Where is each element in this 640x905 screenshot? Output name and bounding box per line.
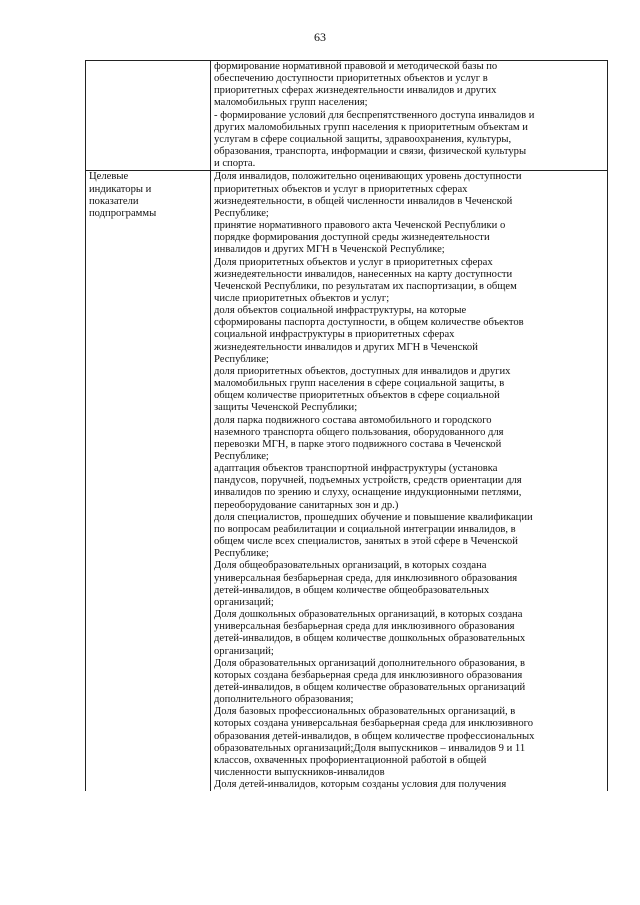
table-row-objectives-continued <box>86 61 608 171</box>
row-label-line: подпрограммы <box>89 207 157 219</box>
row-content-line: защиты Чеченской Республики; <box>214 402 358 414</box>
row-content-line: универсальная безбарьерная среда для инклюзивного образования <box>214 621 515 633</box>
row-content-line: классов, охваченных профориентационной работой в общей <box>214 754 487 766</box>
row-content-line: доля парка подвижного состава автомобильного и городского <box>214 414 492 426</box>
row-content-line: формирование нормативной правовой и методической базы по <box>214 61 498 72</box>
row-content-line: Доля образовательных организаций дополнительного образования, в <box>214 657 526 669</box>
row-content-line: детей-инвалидов, в общем количестве дошкольных образовательных <box>214 633 526 645</box>
row-content-line: переоборудование санитарных зон и др.) <box>214 499 399 511</box>
row-content-line: числе приоритетных объектов и услуг; <box>214 292 390 304</box>
row-content-line: по вопросам реабилитации и социальной интеграции инвалидов, в <box>214 523 516 535</box>
row-content-line: Доля общеобразовательных организаций, в которых создана <box>214 560 487 572</box>
row-content-line: численности выпускников-инвалидов <box>214 767 385 779</box>
row-content-line: доля приоритетных объектов, доступных для инвалидов и других <box>214 365 511 377</box>
row-content-line: Доля дошкольных образовательных организаций, в которых создана <box>214 609 523 621</box>
row-content-line: образовательных организаций;Доля выпускников – инвалидов 9 и 11 <box>214 742 526 754</box>
row-content-line: Доля инвалидов, положительно оценивающих уровень доступности <box>214 171 522 183</box>
row-content-line: инвалидов и других МГН в Чеченской Республике; <box>214 244 445 256</box>
row-content-line: приоритетных объектов и услуг в приоритетных сферах <box>214 183 468 195</box>
row-label-line: индикаторы и <box>89 183 152 195</box>
table-row-target-indicators <box>86 171 608 791</box>
row-content-line: организаций; <box>214 645 274 657</box>
row-content-cell <box>211 171 608 791</box>
row-content-line: жизнедеятельности инвалидов, нанесенных на карту доступности <box>214 268 513 280</box>
row-content-line: образования, транспорта, информации и связи, физической культуры <box>214 146 527 158</box>
row-label-line: Целевые <box>89 171 129 183</box>
row-content-line: дополнительного образования; <box>214 694 354 706</box>
row-content-line: адаптация объектов транспортной инфраструктуры (установка <box>214 463 498 475</box>
row-content-line: универсальная безбарьерная среда, для инклюзивного образования <box>214 572 518 584</box>
table-body <box>86 61 608 792</box>
row-content-line: Доля базовых профессиональных образовательных организаций, в <box>214 706 516 718</box>
row-label-line: показатели <box>89 195 139 207</box>
row-content-line: перевозки МГН, в парке этого подвижного состава в Чеченской <box>214 438 502 450</box>
row-content-line: детей-инвалидов, в общем количестве общеобразовательных <box>214 584 490 596</box>
row-content-line: жизнедеятельности, в общей численности инвалидов в Чеченской <box>214 195 513 207</box>
row-content-line: и спорта. <box>214 158 256 170</box>
row-content-line: которых создана безбарьерная среда для инклюзивного образования <box>214 669 523 681</box>
row-content-line: общем числе всех специалистов, занятых в этой сфере в Чеченской <box>214 536 518 548</box>
row-content-line: порядке формирования доступной среды жизнедеятельности <box>214 232 490 244</box>
page-number: 63 <box>314 30 326 44</box>
row-content-line: маломобильных групп населения в сфере социальной защиты, в <box>214 378 505 390</box>
row-content-line: Доля детей-инвалидов, которым созданы условия для получения <box>214 779 507 791</box>
row-content-line: жизнедеятельности инвалидов и других МГН в Чеченской <box>214 341 478 353</box>
row-content-line: Республике; <box>214 353 269 365</box>
row-content-line: пандусов, поручней, подъемных устройств, средств ориентации для <box>214 475 522 487</box>
row-content-line: инвалидов по зрению и слуху, оснащение индукционными петлями, <box>214 487 522 499</box>
row-content-line: приоритетных сферах жизнедеятельности инвалидов и других <box>214 85 497 97</box>
row-content-line: Чеченской Республики, по результатам их паспортизации, в общем <box>214 280 517 292</box>
row-content-line: Республике; <box>214 207 269 219</box>
row-content-cell <box>211 61 608 171</box>
row-content-line: - формирование условий для беспрепятственного доступа инвалидов и <box>214 109 535 121</box>
row-content-line: сформированы паспорта доступности, в общем количестве объектов <box>214 317 524 329</box>
subprogram-passport-table <box>85 60 608 791</box>
row-content-line: услугам в сфере социальной защиты, здравоохранения, культуры, <box>214 133 512 145</box>
row-content-line: наземного транспорта общего пользования, оборудованного для <box>214 426 504 438</box>
row-content-line: детей-инвалидов, в общем количестве образовательных организаций <box>214 681 526 693</box>
row-label-cell <box>86 171 211 791</box>
row-content-line: доля объектов социальной инфраструктуры, на которые <box>214 305 467 317</box>
row-content-line: доля специалистов, прошедших обучение и повышение квалификации <box>214 511 533 523</box>
row-content-line: других маломобильных групп населения к приоритетным объектам и <box>214 121 528 133</box>
row-label-cell <box>86 61 211 171</box>
row-content-line: Республике; <box>214 451 269 462</box>
row-content-line: общем количестве приоритетных объектов в сфере социальной <box>214 390 500 402</box>
row-content-line: принятие нормативного правового акта Чеченской Республики о <box>214 220 506 232</box>
row-content-line: Доля приоритетных объектов и услуг в приоритетных сферах <box>214 256 493 268</box>
row-content-line: маломобильных групп населения; <box>214 97 368 109</box>
row-content-line: социальной инфраструктуры в приоритетных сферах <box>214 329 455 341</box>
row-content-line: образования детей-инвалидов, в общем количестве профессиональных <box>214 730 535 742</box>
row-content-line: организаций; <box>214 596 274 608</box>
row-content-line: Республике; <box>214 548 269 560</box>
row-content-line: обеспечению доступности приоритетных объектов и услуг в <box>214 73 488 85</box>
row-content-line: которых создана универсальная безбарьерная среда для инклюзивного <box>214 718 533 730</box>
